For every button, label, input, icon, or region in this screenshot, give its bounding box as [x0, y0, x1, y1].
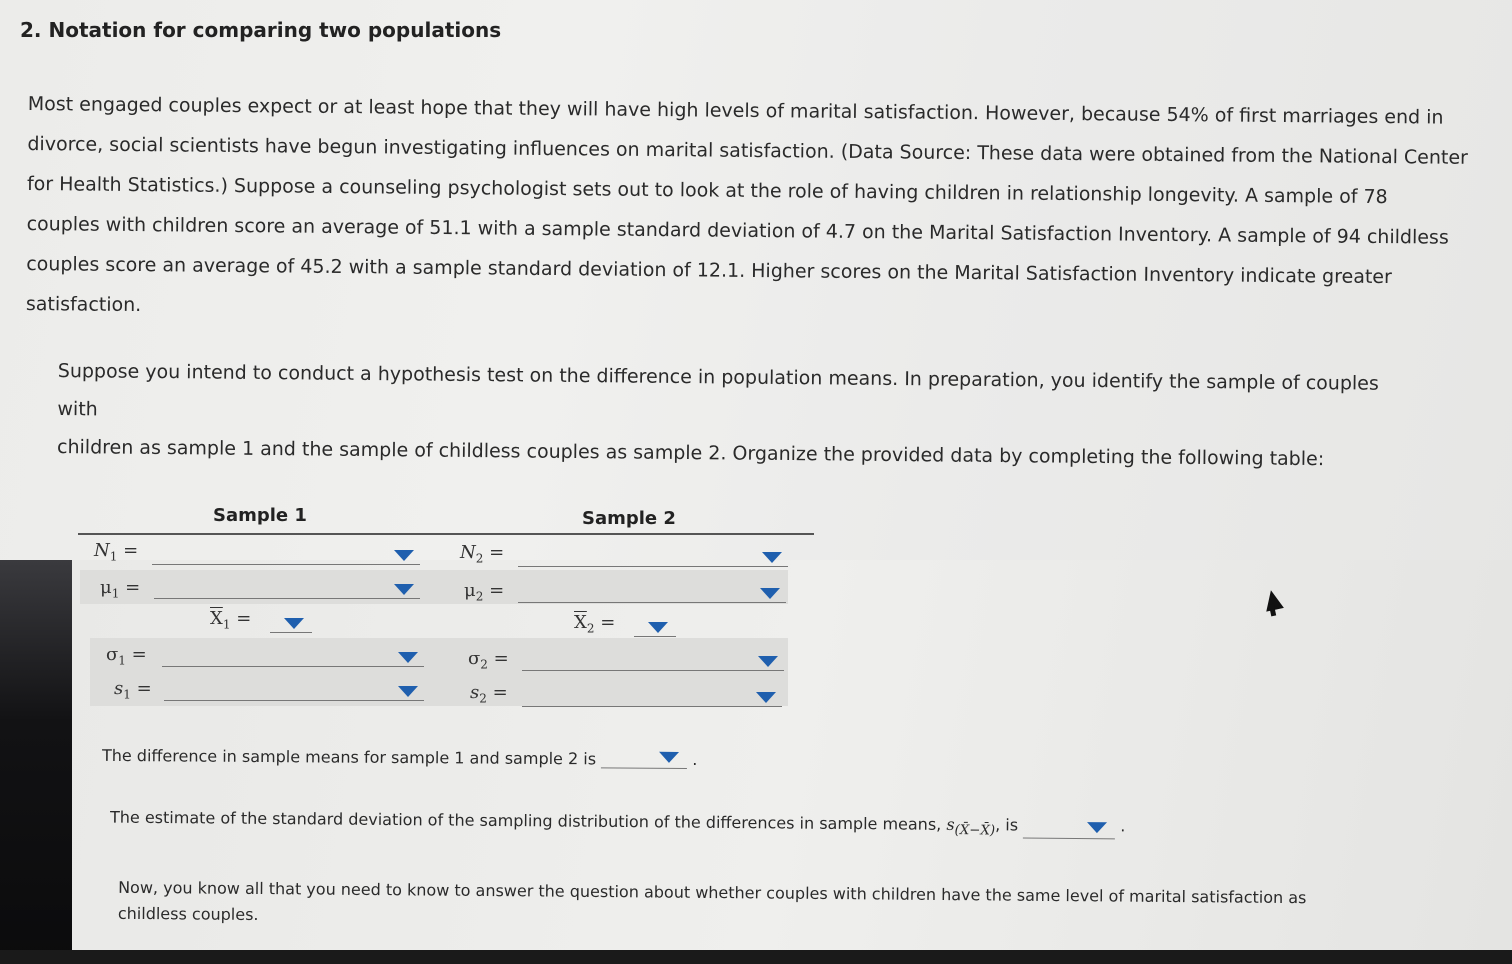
monitor-bezel [0, 560, 72, 964]
question-title: 2. Notation for comparing two populations [20, 18, 502, 42]
n2-dropdown[interactable] [518, 546, 788, 567]
std-estimate-dropdown[interactable] [1023, 818, 1115, 840]
intro-line: satisfaction. [25, 292, 142, 317]
instructions-line: children as sample 1 and the sample of childless couples as sample 2. Organize the provided data by completing the following table: [56, 435, 1325, 471]
final-note-line: childless couples. [117, 903, 259, 925]
s2-dropdown[interactable] [522, 686, 782, 707]
sigma1-dropdown[interactable] [162, 646, 424, 667]
instructions-line: Suppose you intend to conduct a hypothesis test on the difference in population means. In preparation, you identify the sample of couples with [57, 359, 1379, 421]
chevron-down-icon [394, 550, 414, 561]
mu1-label: $\mu_1$ = [100, 577, 141, 601]
mu1-dropdown[interactable] [154, 578, 420, 599]
s1-dropdown[interactable] [164, 680, 424, 701]
s1-label: $s_1$ = [114, 678, 152, 702]
n2-label: $N_2$ = [460, 542, 505, 566]
intro-paragraph [26, 84, 1488, 338]
chevron-down-icon [762, 552, 782, 563]
mu2-dropdown[interactable] [518, 582, 786, 603]
s2-label: $s_2$ = [470, 682, 508, 706]
intro-line: couples with children score an average of 51.1 with a sample standard deviation of 4.7 on the Marital Satisfaction Inventory. A sample of 94 childless [26, 212, 1449, 249]
mu2-label: $\mu_2$ = [464, 580, 505, 604]
xbar1-dropdown[interactable] [270, 612, 312, 633]
chevron-down-icon [1087, 822, 1107, 833]
chevron-down-icon [648, 622, 668, 633]
header-divider [78, 533, 814, 535]
chevron-down-icon [756, 692, 776, 703]
sigma2-dropdown[interactable] [522, 650, 784, 671]
chevron-down-icon [284, 618, 304, 629]
std-estimate-question: The estimate of the standard deviation of the sampling distribution of the differences in sample means, $s_{(X̄-X̄)}$, is . [109, 807, 1126, 839]
data-table [78, 500, 818, 720]
intro-line: divorce, social scientists have begun investigating influences on marital satisfaction. (Data Source: These data were obtained from the National Center [27, 132, 1469, 169]
chevron-down-icon [758, 656, 778, 667]
intro-line: Most engaged couples expect or at least hope that they will have high levels of marital satisfaction. However, because 54% of first marriages end in [27, 92, 1444, 129]
xbar2-label: $\overline{X}_2$ = [574, 612, 616, 636]
final-note-line: Now, you know all that you need to know to answer the question about whether couples with children have the same level of marital satisfaction as [118, 877, 1307, 908]
intro-line: couples score an average of 45.2 with a sample standard deviation of 12.1. Higher scores on the Marital Satisfaction Inventory indicate greater [26, 252, 1392, 289]
sigma2-label: $\sigma_2$ = [468, 648, 509, 672]
chevron-down-icon [760, 588, 780, 599]
diff-means-dropdown[interactable] [601, 747, 687, 769]
chevron-down-icon [398, 652, 418, 663]
diff-means-question: The difference in sample means for sample 1 and sample 2 is . [101, 745, 698, 770]
n1-dropdown[interactable] [152, 544, 420, 565]
chevron-down-icon [659, 752, 679, 763]
final-note [118, 875, 1307, 937]
intro-line: for Health Statistics.) Suppose a counseling psychologist sets out to look at the role of having children in relationship longevity. A sample of 78 [26, 172, 1388, 209]
sigma1-label: $\sigma_1$ = [106, 644, 147, 668]
chevron-down-icon [394, 584, 414, 595]
chevron-down-icon [398, 686, 418, 697]
n1-label: $N_1$ = [94, 540, 139, 564]
std-estimate-symbol: $s_{(X̄-X̄)}$ [946, 814, 996, 839]
sample1-header: Sample 1 [213, 505, 307, 526]
monitor-bezel-bottom [0, 950, 1512, 964]
instructions-paragraph [57, 352, 1388, 479]
xbar2-dropdown[interactable] [634, 616, 676, 637]
xbar1-label: $\overline{X}_1$ = [210, 608, 252, 632]
sample2-header: Sample 2 [582, 508, 676, 529]
